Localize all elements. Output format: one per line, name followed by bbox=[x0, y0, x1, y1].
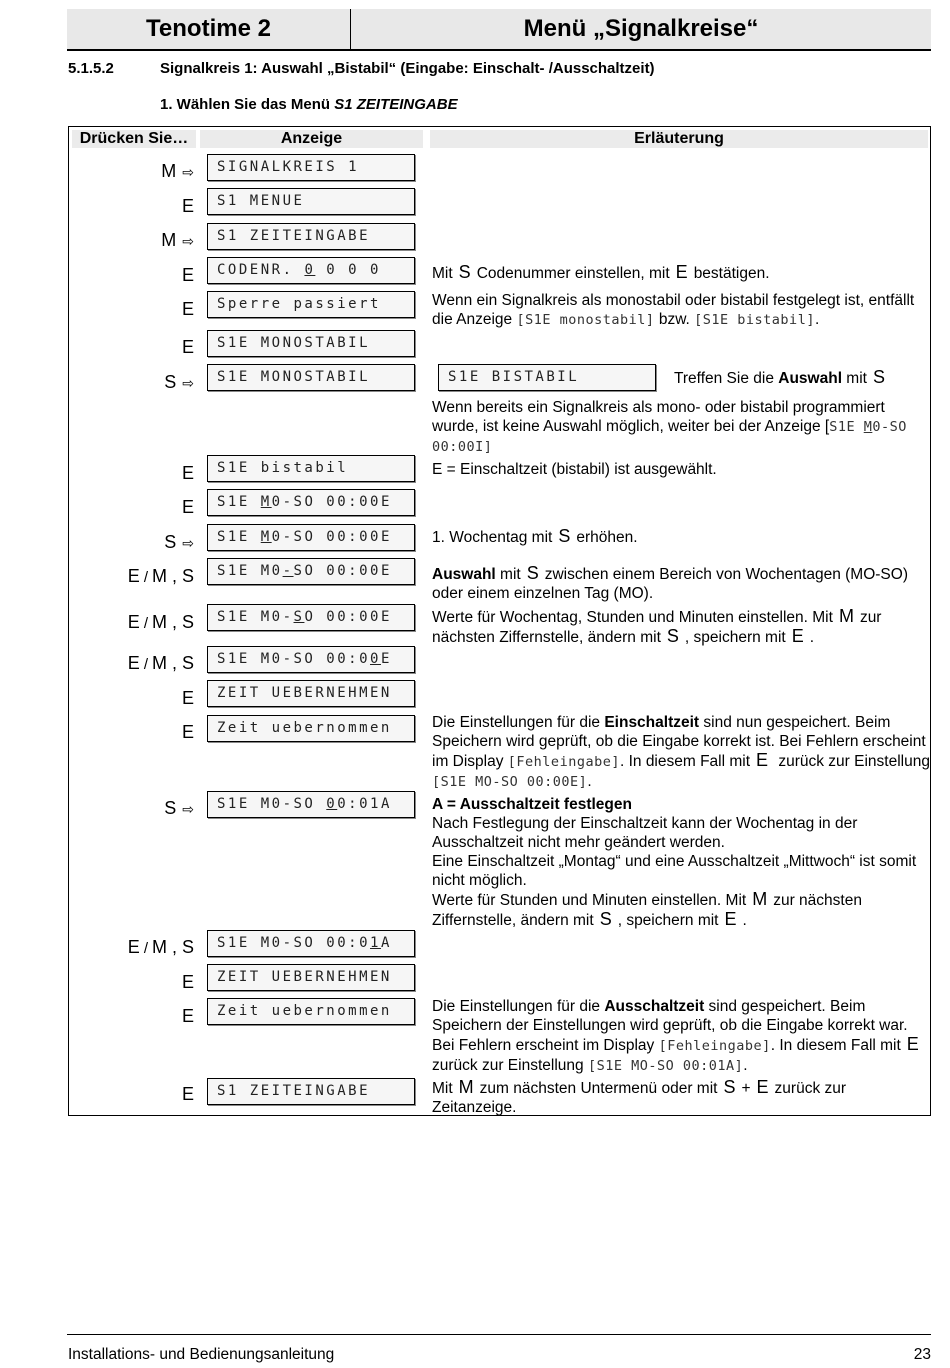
press-key: E bbox=[181, 463, 194, 483]
explanation-text: Wenn ein Signalkreis als monostabil oder bistabil festgelegt ist, entfällt die Anzeige [S1E monostabil] bzw. [S1E bistabil]. bbox=[432, 292, 915, 328]
lcd-display: Sperre passiert bbox=[207, 291, 415, 318]
explanation-text: 1. Wochentag mit S erhöhen. bbox=[432, 526, 638, 546]
explanation-text: Mit S Codenummer einstellen, mit E bestätigen. bbox=[432, 262, 770, 282]
press-key: E bbox=[181, 972, 194, 992]
lcd-display: S1E M0-SO 00:01A bbox=[207, 791, 415, 818]
lcd-display: ZEIT UEBERNEHMEN bbox=[207, 680, 415, 707]
explanation-paragraph: Werte für Stunden und Minuten einstellen. Mit M zur nächsten Ziffernstelle, ändern mit S , speichern mit E . bbox=[432, 889, 862, 929]
section-number: 5.1.5.2 bbox=[68, 60, 114, 77]
press-key: E / M , S bbox=[127, 612, 194, 632]
arrow-right-icon: ⇨ bbox=[182, 233, 194, 249]
footer-divider bbox=[67, 1334, 931, 1335]
explanation-text bbox=[432, 795, 932, 930]
lcd-display-alternative: S1E BISTABIL bbox=[438, 364, 656, 391]
lcd-display: S1E M0-SO 00:00E bbox=[207, 604, 415, 631]
press-key: S ⇨ bbox=[164, 798, 194, 818]
press-key: E bbox=[181, 299, 194, 319]
lcd-display: S1 ZEITEINGABE bbox=[207, 1078, 415, 1105]
page-number: 23 bbox=[913, 1346, 931, 1363]
lcd-display: CODENR. 0 0 0 0 bbox=[207, 257, 415, 284]
lcd-display: Zeit uebernommen bbox=[207, 715, 415, 742]
lcd-display: SIGNALKREIS 1 bbox=[207, 154, 415, 181]
explanation-text: Wenn bereits ein Signalkreis als mono- oder bistabil programmiert wurde, ist keine Auswahl möglich, weiter bei der Anzeige [S1E M0-SO 00:00I] bbox=[432, 399, 907, 455]
lcd-display: S1E MONOSTABIL bbox=[207, 364, 415, 391]
lcd-display: S1E M0-SO 00:00E bbox=[207, 489, 415, 516]
lcd-display: S1E M0-SO 00:01A bbox=[207, 930, 415, 957]
lcd-display: S1 ZEITEINGABE bbox=[207, 223, 415, 250]
lcd-display: S1E MONOSTABIL bbox=[207, 330, 415, 357]
press-key: E bbox=[181, 1006, 194, 1026]
lcd-display: ZEIT UEBERNEHMEN bbox=[207, 964, 415, 991]
press-key: E bbox=[181, 722, 194, 742]
explanation-text: Mit M zum nächsten Untermenü oder mit S + E zurück zur Zeitanzeige. bbox=[432, 1077, 847, 1116]
explanation-text: E = Einschaltzeit (bistabil) ist ausgewählt. bbox=[432, 461, 717, 478]
step-menu: S1 ZEITEINGABE bbox=[334, 96, 458, 113]
lcd-display: Zeit uebernommen bbox=[207, 998, 415, 1025]
header-product: Tenotime 2 bbox=[146, 15, 271, 42]
explanation-paragraph: Nach Festlegung der Einschaltzeit kann der Wochentag in der Ausschaltzeit nicht mehr geändert werden. bbox=[432, 815, 858, 851]
press-key: E bbox=[181, 1084, 194, 1104]
press-key: E / M , S bbox=[127, 566, 194, 586]
step-prefix: 1. Wählen Sie das Menü bbox=[160, 96, 335, 113]
lcd-display: S1E M0-SO 00:00E bbox=[207, 524, 415, 551]
lcd-display: S1 MENUE bbox=[207, 188, 415, 215]
press-key: E bbox=[181, 688, 194, 708]
press-key: E bbox=[181, 497, 194, 517]
explanation-text: Die Einstellungen für die Ausschaltzeit sind gespeichert. Beim Speichern der Einstellungen wird geprüft, ob die Eingabe korrekt war. Bei Fehlern erscheint im Display [Fehleingabe]. In diesem Fall mit E zurück zur Einstellung [S1E MO-SO 00:01A]. bbox=[432, 998, 919, 1074]
press-key: M ⇨ bbox=[161, 230, 194, 250]
lcd-display: S1E M0-SO 00:00E bbox=[207, 646, 415, 673]
lcd-display: S1E bistabil bbox=[207, 455, 415, 482]
arrow-right-icon: ⇨ bbox=[182, 164, 194, 180]
arrow-right-icon: ⇨ bbox=[182, 375, 194, 391]
press-key: M ⇨ bbox=[161, 161, 194, 181]
explanation-paragraph: Eine Einschaltzeit „Montag“ und eine Ausschaltzeit „Mittwoch“ ist somit nicht möglich. bbox=[432, 853, 917, 889]
col-header-press: Drücken Sie… bbox=[72, 130, 196, 148]
selection-hint: Treffen Sie die Auswahl mit S bbox=[674, 367, 885, 387]
press-key: E / M , S bbox=[127, 653, 194, 673]
col-header-display: Anzeige bbox=[200, 130, 423, 148]
press-key: S ⇨ bbox=[164, 372, 194, 392]
explanation-text: Werte für Wochentag, Stunden und Minuten einstellen. Mit M zur nächsten Ziffernstelle, ändern mit S , speichern mit E . bbox=[432, 606, 882, 646]
press-key: E / M , S bbox=[127, 937, 194, 957]
col-header-explanation: Erläuterung bbox=[430, 130, 928, 148]
press-key: E bbox=[181, 265, 194, 285]
press-key: S ⇨ bbox=[164, 532, 194, 552]
press-key: E bbox=[181, 337, 194, 357]
section-title: Signalkreis 1: Auswahl „Bistabil“ (Eingabe: Einschalt- /Ausschaltzeit) bbox=[160, 60, 655, 77]
explanation-heading: A = Ausschaltzeit festlegen bbox=[432, 796, 632, 813]
header-chapter: Menü „Signalkreise“ bbox=[523, 15, 759, 42]
explanation-text: Auswahl mit S zwischen einem Bereich von Wochentagen (MO-SO) oder einem einzelnen Tag (MO). bbox=[432, 563, 908, 602]
explanation-text: Die Einstellungen für die Einschaltzeit sind nun gespeichert. Beim Speichern wird geprüft, ob die Eingabe korrekt ist. Bei Fehlern erscheint im Display [Fehleingabe]. In diesem Fall mit E zurück zur Einstellung [S1E MO-SO 00:00E]. bbox=[432, 714, 930, 790]
step-instruction bbox=[160, 96, 458, 113]
lcd-display: S1E M0-SO 00:00E bbox=[207, 558, 415, 585]
arrow-right-icon: ⇨ bbox=[182, 535, 194, 551]
footer-title: Installations- und Bedienungsanleitung bbox=[68, 1346, 335, 1363]
arrow-right-icon: ⇨ bbox=[182, 801, 194, 817]
press-key: E bbox=[181, 196, 194, 216]
